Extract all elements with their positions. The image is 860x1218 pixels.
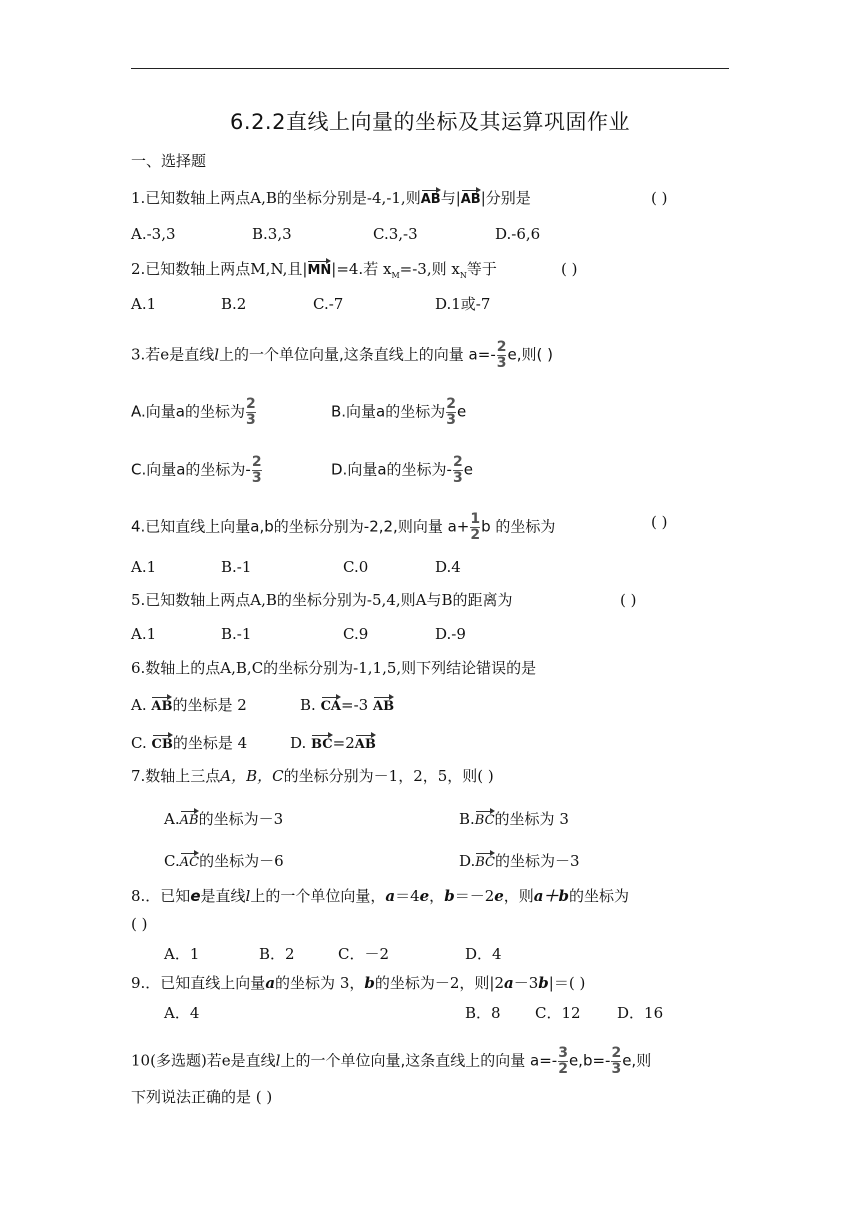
option-b: B．2 — [259, 945, 295, 963]
q1-text: 1.已知数轴上两点A,B的坐标分别是-4,-1,则 — [131, 189, 421, 207]
vector-mn: MN — [307, 259, 331, 277]
option-text: 的坐标为－6 — [199, 852, 284, 870]
q7-text: 的坐标分别为－1，2，5，则( ) — [283, 767, 494, 785]
question-1 — [131, 188, 531, 208]
subscript-m: M — [391, 271, 400, 280]
option-d — [459, 851, 580, 871]
fraction — [558, 1046, 568, 1077]
option-b: B.3,3 — [252, 225, 292, 243]
numerator: 2 — [452, 454, 463, 470]
option-d: D.1或-7 — [435, 295, 491, 313]
option-b: B.-1 — [221, 625, 252, 643]
numerator: 2 — [611, 1045, 622, 1061]
q3-text: 上的一个单位向量,这条直线上的向量 a=- — [219, 345, 496, 364]
denominator: 3 — [446, 412, 457, 428]
vector-ab: AB — [373, 695, 394, 713]
option-text: 的坐标为 3 — [494, 810, 569, 828]
vector-ab: AB — [180, 809, 199, 827]
vector-bc: BC — [475, 851, 495, 869]
q1-text: 与| — [440, 189, 461, 207]
option-text: =2 — [332, 734, 355, 752]
question-9 — [131, 973, 585, 993]
option-text: 的坐标是 4 — [172, 734, 248, 752]
vector-e: e — [190, 887, 201, 905]
option-text: e — [463, 460, 473, 479]
option-text: 的坐标是 2 — [172, 696, 247, 714]
denominator: 2 — [558, 1061, 568, 1077]
option-d: D.-9 — [435, 625, 466, 643]
denominator: 3 — [611, 1061, 622, 1077]
q8-text: ＝－2 — [454, 887, 495, 905]
page-title: 6.2.2直线上向量的坐标及其运算巩固作业 — [230, 110, 630, 134]
answer-paren: ( ) — [255, 1088, 273, 1106]
fraction — [470, 512, 480, 543]
q8-text: ＝4 — [395, 887, 420, 905]
option-a: A.1 — [131, 295, 157, 313]
option-c: C．－2 — [338, 945, 390, 963]
denominator: 3 — [245, 412, 256, 428]
option-c: C.0 — [343, 558, 369, 576]
numerator: 2 — [496, 339, 507, 355]
option-label: A. — [131, 696, 147, 714]
vector-sum: a＋b — [533, 887, 570, 905]
vector-b: b — [444, 887, 455, 905]
option-a: A．4 — [164, 1004, 200, 1022]
q4-text: 4.已知直线上向量a,b的坐标分别为-2,2,则向量 a+ — [131, 517, 470, 536]
vector-ab: AB — [151, 695, 172, 713]
option-b — [331, 397, 466, 428]
option-label: C. — [164, 852, 180, 870]
q9-text: 的坐标为－2，则|2 — [374, 974, 505, 992]
q8-text: ，则 — [503, 887, 534, 905]
option-a: A．1 — [164, 945, 200, 963]
option-b: B.-1 — [221, 558, 252, 576]
option-a: A.1 — [131, 558, 157, 576]
option-a — [131, 397, 257, 428]
option-d: D.4 — [435, 558, 461, 576]
option-c: C.-7 — [313, 295, 344, 313]
option-text: C.向量a的坐标为- — [131, 460, 251, 479]
option-c: C.3,-3 — [373, 225, 418, 243]
q2-text: 等于 — [466, 260, 497, 278]
vector-a: a — [385, 887, 396, 905]
option-a: A.-3,3 — [131, 225, 176, 243]
numerator: 2 — [446, 396, 457, 412]
q8-text: ， — [429, 887, 445, 905]
vector-a: a — [265, 974, 276, 992]
q3-text: e,则( ) — [507, 345, 553, 364]
line-l: l — [245, 887, 251, 905]
option-c: C．12 — [535, 1004, 581, 1022]
q10-text: 10(多选题)若e是直线 — [131, 1051, 276, 1070]
vector-ab: AB — [461, 188, 481, 206]
fraction — [611, 1046, 621, 1077]
q7-text: 7.数轴上三点 — [131, 767, 221, 785]
q9-text: －3 — [513, 974, 539, 992]
fraction — [252, 455, 262, 486]
option-text: e — [457, 402, 467, 421]
question-5: 5.已知数轴上两点A,B的坐标分别为-5,4,则A与B的距离为 — [131, 591, 513, 609]
numerator: 2 — [245, 396, 256, 412]
fraction — [453, 455, 463, 486]
answer-paren: ( ) — [131, 915, 148, 933]
q10-text: e,b=- — [568, 1051, 611, 1070]
option-b: B．8 — [465, 1004, 501, 1022]
answer-paren: ( ) — [651, 189, 668, 207]
denominator: 3 — [452, 470, 463, 486]
question-2 — [131, 259, 497, 286]
option-a: A.1 — [131, 625, 157, 643]
vector-e: e — [419, 887, 430, 905]
option-d: D．16 — [617, 1004, 664, 1022]
question-10 — [131, 1046, 651, 1077]
option-b — [300, 695, 394, 715]
line-l: l — [275, 1051, 281, 1070]
numerator: 3 — [558, 1045, 568, 1061]
q10-text: 下列说法正确的是 — [131, 1088, 252, 1106]
subscript-n: N — [459, 271, 467, 280]
answer-paren: ( ) — [620, 591, 637, 609]
q8-text: 8.．已知 — [131, 887, 191, 905]
question-7 — [131, 766, 494, 786]
option-d — [290, 733, 376, 753]
q8-text: 的坐标为 — [569, 887, 630, 905]
option-b — [459, 809, 569, 829]
vector-ab: AB — [355, 733, 376, 751]
option-d: D.-6,6 — [495, 225, 541, 243]
q9-text: 9.．已知直线上向量 — [131, 974, 266, 992]
option-text: 的坐标为－3 — [198, 810, 284, 828]
question-10-cont — [131, 1087, 272, 1107]
vector-ac: AC — [180, 851, 199, 869]
option-c — [131, 733, 247, 753]
option-label: C. — [131, 734, 147, 752]
denominator: 3 — [496, 355, 507, 371]
q9-text: |＝( ) — [548, 974, 586, 992]
q10-text: e,则 — [622, 1051, 652, 1070]
q8-text: 上的一个单位向量， — [250, 887, 386, 905]
vector-ab: AB — [421, 188, 441, 206]
option-d — [331, 455, 473, 486]
points-abc: A，B，C — [220, 767, 284, 785]
option-d: D．4 — [465, 945, 502, 963]
question-3 — [131, 340, 553, 371]
section-heading: 一、选择题 — [131, 152, 207, 170]
option-c — [131, 455, 263, 486]
q8-text: 是直线 — [200, 887, 246, 905]
option-c: C.9 — [343, 625, 369, 643]
answer-paren: ( ) — [561, 260, 578, 278]
option-a — [164, 809, 283, 829]
denominator: 3 — [251, 470, 262, 486]
vector-b: b — [538, 974, 549, 992]
q1-text: |分别是 — [480, 189, 531, 207]
option-label: A. — [164, 810, 180, 828]
q3-text: 3.若e是直线 — [131, 345, 215, 364]
option-label: D. — [290, 734, 307, 752]
option-text: D.向量a的坐标为- — [331, 460, 452, 479]
q9-text: 的坐标为 3， — [275, 974, 365, 992]
denominator: 2 — [470, 527, 481, 543]
option-label: B. — [300, 696, 316, 714]
vector-b: b — [364, 974, 375, 992]
option-c — [164, 851, 284, 871]
fraction — [246, 397, 256, 428]
vector-bc: BC — [475, 809, 495, 827]
q2-text: =-3,则 x — [399, 260, 460, 278]
numerator: 1 — [470, 511, 481, 527]
line-l: l — [214, 345, 220, 364]
vector-a: a — [504, 974, 514, 992]
option-text: B.向量a的坐标为 — [331, 402, 446, 421]
option-label: B. — [459, 810, 475, 828]
option-text: A.向量a的坐标为 — [131, 402, 245, 421]
vector-cb: CB — [152, 733, 173, 751]
answer-paren: ( ) — [651, 513, 668, 531]
vector-e: e — [494, 887, 504, 905]
fraction — [446, 397, 456, 428]
q2-text: |=4.若 x — [331, 260, 392, 278]
question-8 — [131, 886, 629, 906]
question-4 — [131, 512, 555, 543]
q10-text: 上的一个单位向量,这条直线上的向量 a=- — [280, 1051, 558, 1070]
option-text: =-3 — [341, 696, 369, 714]
fraction — [497, 340, 507, 371]
option-text: 的坐标为－3 — [495, 852, 580, 870]
q4-text: b 的坐标为 — [481, 517, 556, 536]
q2-text: 2.已知数轴上两点M,N,且| — [131, 260, 308, 278]
vector-ca: CA — [321, 695, 341, 713]
option-b: B.2 — [221, 295, 247, 313]
header-rule — [131, 68, 729, 69]
option-a — [131, 695, 247, 715]
vector-bc: BC — [311, 733, 333, 751]
question-6: 6.数轴上的点A,B,C的坐标分别为-1,1,5,则下列结论错误的是 — [131, 659, 537, 677]
numerator: 2 — [251, 454, 262, 470]
option-label: D. — [459, 852, 476, 870]
